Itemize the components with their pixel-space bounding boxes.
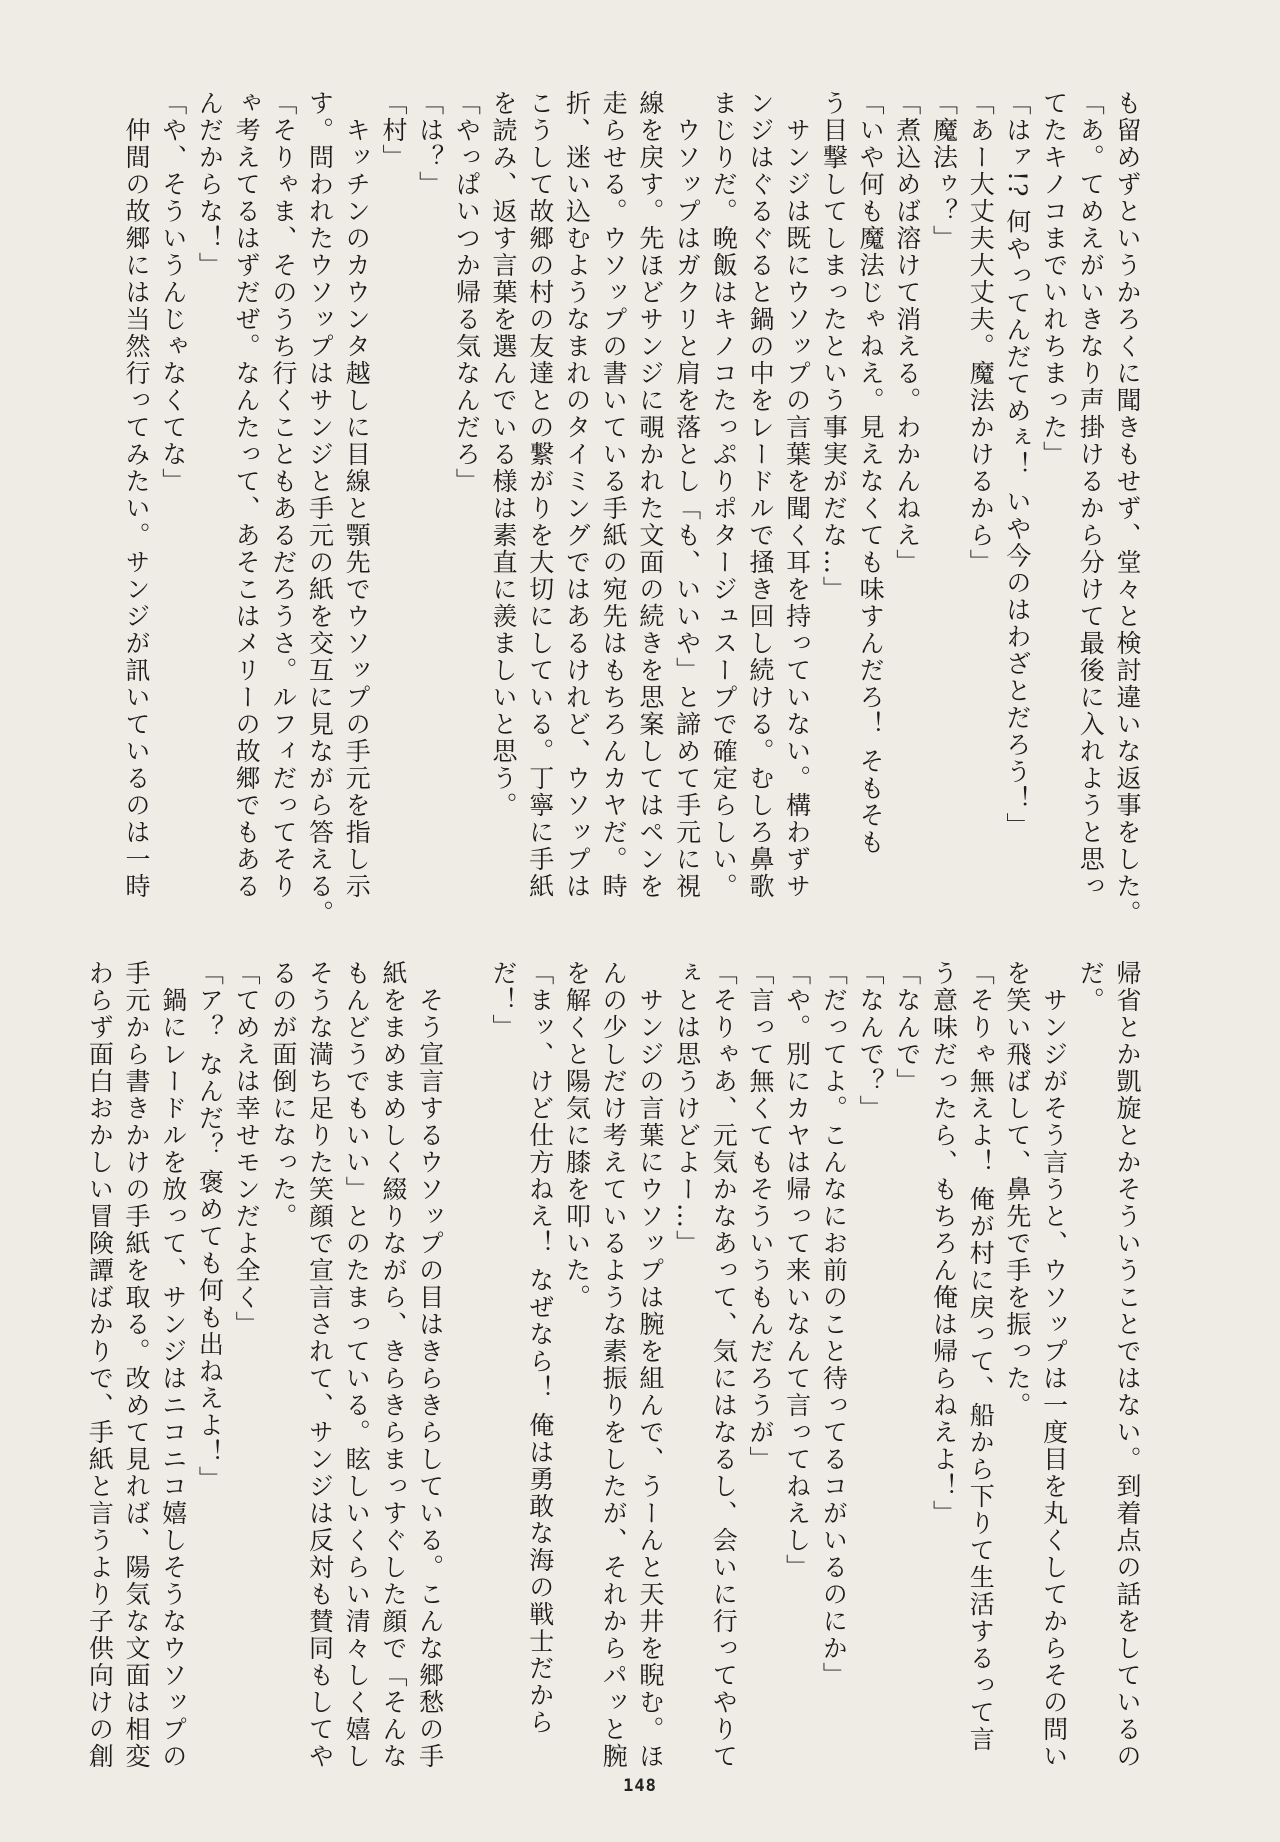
lower-text-line: サンジがそう言うと、ウソップは一度目を丸くしてからその問い: [1039, 960, 1069, 1770]
lower-text-line: だ。: [1076, 960, 1106, 1014]
lower-text-line: 「なんで」: [892, 960, 922, 1095]
upper-text-line: こうして故郷の村の友達との繋がりを大切にしている。丁寧に手紙: [525, 90, 555, 900]
lower-text-line: 「そりゃ無えよ！ 俺が村に戻って、船から下りて生活するって言: [966, 960, 996, 1753]
lower-text-line: 鍋にレードルを放って、サンジはニコニコ嬉しそうなウソップの: [158, 960, 188, 1770]
upper-text-line: 「魔法ゥ？」: [929, 90, 959, 252]
lower-text-line: 「なんで？」: [856, 960, 886, 1122]
lower-text-line: 「そりゃあ、元気かなあって、気にはなるし、会いに行ってやりて: [709, 960, 739, 1770]
lower-text-line: を笑い飛ばして、鼻先で手を振った。: [1002, 960, 1032, 1419]
lower-text-line: 「だってよ。こんなにお前のこと待ってるコがいるのにか」: [819, 960, 849, 1689]
upper-text-line: てたキノコまでいれちまった」: [1039, 90, 1069, 468]
upper-text-line: 走らせる。ウソップの書いている手紙の宛先はもちろんカヤだ。時: [599, 90, 629, 900]
upper-text-line: ウソップはガクリと肩を落とし「も、いいや」と諦めて手元に視: [672, 90, 702, 900]
upper-text-line: も留めずというかろくに聞きもせず、堂々と検討違いな返事をした。: [1113, 90, 1142, 927]
upper-text-line: 「あ。てめえがいきなり声掛けるから分けて最後に入れようと思っ: [1076, 90, 1106, 900]
upper-text-line: 仲間の故郷には当然行ってみたい。サンジが訊いているのは一時: [122, 90, 152, 900]
upper-text-line: 「いや何も魔法じゃねえ。見えなくても味すんだろ！ そもそも: [856, 90, 886, 856]
lower-text-line: 紙をまめまめしく綴りながら、きらきらまっすぐした顔で「そんな: [378, 960, 408, 1770]
upper-text-line: 折、迷い込むようなまれのタイミングではあるけれど、ウソップは: [562, 90, 592, 900]
upper-text-line: サンジは既にウソップの言葉を聞く耳を持っていない。構わずサ: [782, 90, 812, 900]
text-block-upper: [122, 90, 1145, 927]
lower-text-line: るのが面倒になった。: [268, 960, 298, 1230]
lower-text-line: わらず面白おかしい冒険譚ばかりで、手紙と言うより子供向けの創: [85, 960, 115, 1770]
lower-text-line: だ！」: [489, 960, 519, 1041]
upper-text-line: 「煮込めば溶けて消える。わかんねえ」: [892, 90, 922, 576]
upper-text-line: キッチンのカウンタ越しに目線と顎先でウソップの手元を指し示: [342, 90, 372, 900]
upper-text-line: 「は？」: [415, 90, 445, 198]
lower-text-line: そう宣言するウソップの目はきらきらしている。こんな郷愁の手: [415, 960, 445, 1770]
lower-text-line: サンジの言葉にウソップは腕を組んで、うーんと天井を睨む。ほ: [635, 960, 665, 1770]
lower-text-line: そうな満ち足りた笑顔で宣言されて、サンジは反対も賛同もしてや: [305, 960, 335, 1770]
upper-text-line: う目撃してしまったという事実がだな…」: [819, 90, 849, 603]
lower-text-line: 「や。別にカヤは帰って来いなんて言ってねえし」: [782, 960, 812, 1581]
upper-text-line: ンジはぐるぐると鍋の中をレードルで掻き回し続ける。むしろ鼻歌: [745, 90, 775, 900]
upper-text-line: 「やっぱいつか帰る気なんだろ」: [452, 90, 482, 495]
upper-text-line: 「村」: [378, 90, 408, 171]
upper-text-line: を読み、返す言葉を選んでいる様は素直に羨ましいと思う。: [489, 90, 519, 819]
upper-text-line: まじりだ。晩飯はキノコたっぷりポタージュスープで確定らしい。: [709, 90, 739, 900]
upper-text-line: 線を戻す。先ほどサンジに覗かれた文面の続きを思案してはペンを: [635, 90, 665, 900]
upper-text-line: す。問われたウソップはサンジと手元の紙を交互に見ながら答える。: [305, 90, 335, 927]
lower-text-line: 「てめえは幸せモンだよ全く」: [232, 960, 262, 1338]
lower-text-line: 「言って無くてもそういうもんだろうが」: [745, 960, 775, 1473]
lower-text-line: う意味だったら、もちろん俺は帰らねえよ！」: [929, 960, 959, 1527]
text-block-lower: [85, 960, 1145, 1770]
lower-text-line: ぇとは思うけどよー…」: [672, 960, 702, 1257]
upper-text-line: 「や、そういうんじゃなくてな」: [158, 90, 188, 495]
lower-text-line: んの少しだけ考えているような素振りをしたが、それからパッと腕: [599, 960, 629, 1770]
upper-text-line: 「はァ!? 何やってんだてめぇ！ いや今のはわざとだろう！」: [1002, 90, 1032, 840]
upper-text-line: ゃ考えてるはずだぜ。なんたって、あそこはメリーの故郷でもある: [232, 90, 262, 900]
lower-text-line: を解くと陽気に膝を叩いた。: [562, 960, 592, 1311]
lower-text-line: 帰省とか凱旋とかそういうことではない。到着点の話をしているの: [1113, 960, 1142, 1770]
page-number: 148: [623, 1776, 657, 1796]
upper-text-line: んだからな！」: [195, 90, 225, 279]
lower-text-line: もんどうでもいい」とのたまっている。眩しいくらい清々しく嬉し: [342, 960, 372, 1770]
lower-text-line: 「まッ、けど仕方ねえ！ なぜなら！ 俺は勇敢な海の戦士だから: [525, 960, 555, 1736]
lower-text-line: 「ア？ なんだ？ 褒めても何も出ねえよ！」: [195, 960, 225, 1493]
lower-text-line: 手元から書きかけの手紙を取る。改めて見れば、陽気な文面は相変: [122, 960, 152, 1770]
upper-text-line: 「そりゃま、そのうち行くこともあるだろうさ。ルフィだってそり: [268, 90, 298, 900]
upper-text-line: 「あー大丈夫大丈夫。魔法かけるから」: [966, 90, 996, 576]
